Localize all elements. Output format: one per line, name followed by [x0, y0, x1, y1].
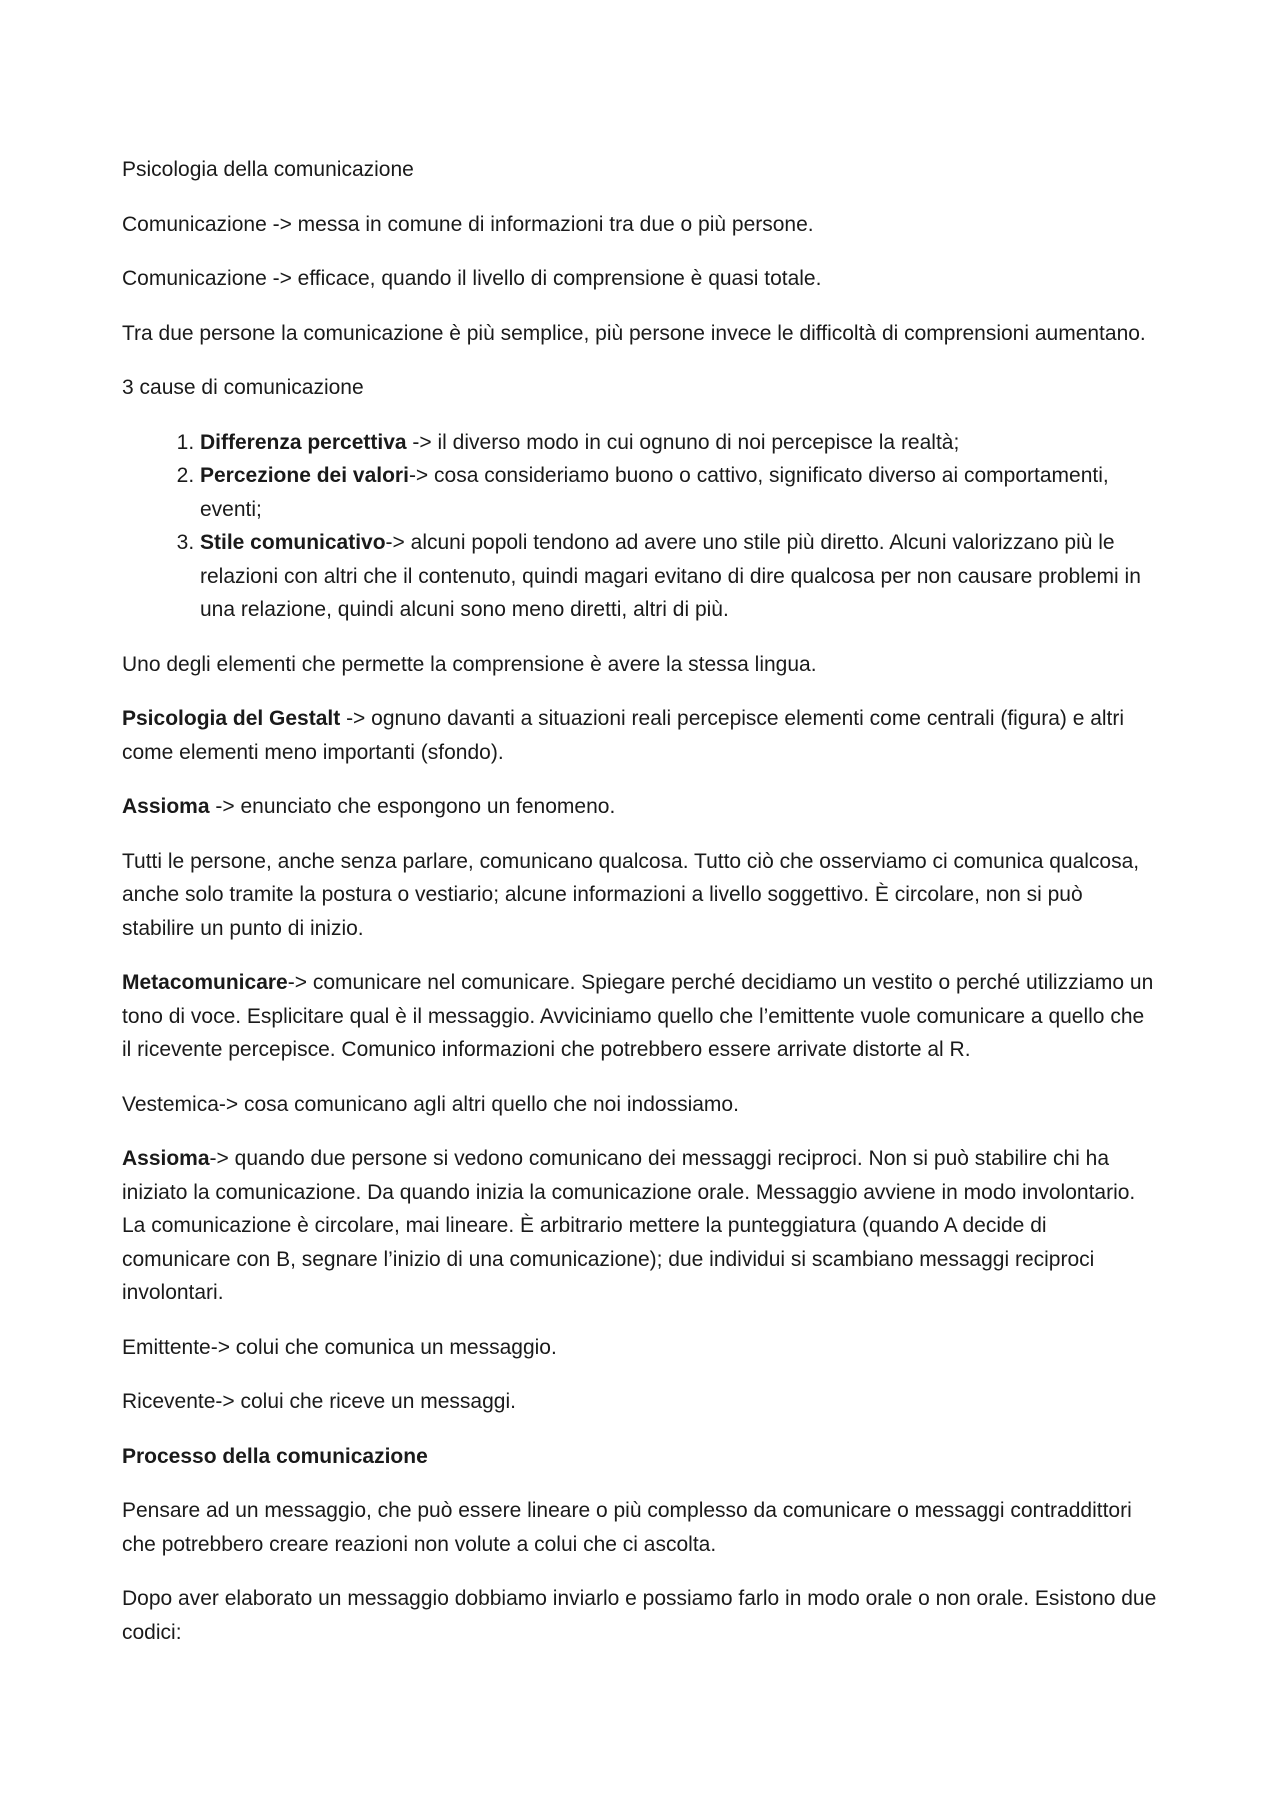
section-heading	[122, 1440, 1158, 1474]
paragraph: Vestemica-> cosa comunicano agli altri quello che noi indossiamo.	[122, 1092, 739, 1116]
list-item-term: Percezione dei valori	[200, 464, 409, 487]
definition: -> quando due persone si vedono comunicano dei messaggi reciproci. Non si può stabilire chi ha iniziato la comunicazione. Da quando inizia la comunicazione orale. Messaggio avviene in modo involontario. La comunicazione è circolare, mai lineare. È arbitrario mettere la punteggiatura (quando A decide di comunicare con B, segnare l’inizio di una comunicazione); due individui si scambiano messaggi reciproci involontari.	[122, 1147, 1136, 1304]
definition: -> comunicare nel comunicare. Spiegare perché decidiamo un vestito o perché utilizziamo un tono di voce. Esplicitare qual è il messaggio. Avviciniamo quello che l’emittente vuole comunicare a quello che il ricevente percepisce. Comunico informazioni che potrebbero essere arrivate distorte al R.	[122, 971, 1154, 1061]
paragraph-metacomunicare	[122, 966, 1158, 1067]
paragraph: 3 cause di comunicazione	[122, 376, 364, 399]
paragraph: Comunicazione -> efficace, quando il livello di comprensione è quasi totale.	[122, 267, 822, 290]
section-heading-text: Processo della comunicazione	[122, 1444, 428, 1468]
paragraph-assioma	[122, 1142, 1158, 1310]
paragraph: Tutti le persone, anche senza parlare, comunicano qualcosa. Tutto ciò che osserviamo ci comunica qualcosa, anche solo tramite la postura o vestiario; alcune informazioni a livello soggettivo. È circolare, non si può stabilire un punto di inizio.	[122, 849, 1140, 940]
term: Assioma	[122, 1147, 210, 1170]
list-item	[200, 526, 1158, 627]
list-item-term: Differenza percettiva	[200, 430, 407, 454]
list-item-text: -> il diverso modo in cui ognuno di noi percepisce la realtà;	[406, 430, 960, 454]
list-item	[200, 426, 1158, 460]
paragraph: Ricevente-> colui che riceve un messaggi.	[122, 1390, 516, 1413]
causes-list	[122, 426, 1158, 627]
definition: -> enunciato che espongono un fenomeno.	[209, 795, 616, 818]
paragraph: Comunicazione -> messa in comune di informazioni tra due o più persone.	[122, 212, 814, 236]
term: Assioma	[122, 795, 210, 818]
paragraph: Tra due persone la comunicazione è più semplice, più persone invece le difficoltà di comprensioni aumentano.	[122, 321, 1146, 345]
list-item	[200, 459, 1158, 526]
document-title: Psicologia della comunicazione	[122, 158, 414, 181]
term: Psicologia del Gestalt	[122, 707, 341, 730]
paragraph-gestalt	[122, 702, 1158, 769]
list-item-text: -> cosa consideriamo buono o cattivo, significato diverso ai comportamenti, eventi;	[200, 464, 1109, 521]
paragraph: Emittente-> colui che comunica un messaggio.	[122, 1335, 557, 1359]
list-item-text: -> alcuni popoli tendono ad avere uno stile più diretto. Alcuni valorizzano più le relazioni con altri che il contenuto, quindi magari evitano di dire qualcosa per non causare problemi in una relazione, quindi alcuni sono meno diretti, altri di più.	[200, 531, 1141, 621]
paragraph: Pensare ad un messaggio, che può essere lineare o più complesso da comunicare o messaggi contraddittori che potrebbero creare reazioni non volute a colui che ci ascolta.	[122, 1499, 1132, 1556]
definition: -> ognuno davanti a situazioni reali percepisce elementi come centrali (figura) e altri come elementi meno importanti (sfondo).	[122, 707, 1125, 764]
paragraph: Uno degli elementi che permette la comprensione è avere la stessa lingua.	[122, 652, 817, 676]
term: Metacomunicare	[122, 971, 288, 994]
list-item-term: Stile comunicativo	[200, 531, 386, 554]
paragraph-assioma	[122, 790, 1158, 824]
paragraph: Dopo aver elaborato un messaggio dobbiamo inviarlo e possiamo farlo in modo orale o non orale. Esistono due codici:	[122, 1587, 1157, 1644]
